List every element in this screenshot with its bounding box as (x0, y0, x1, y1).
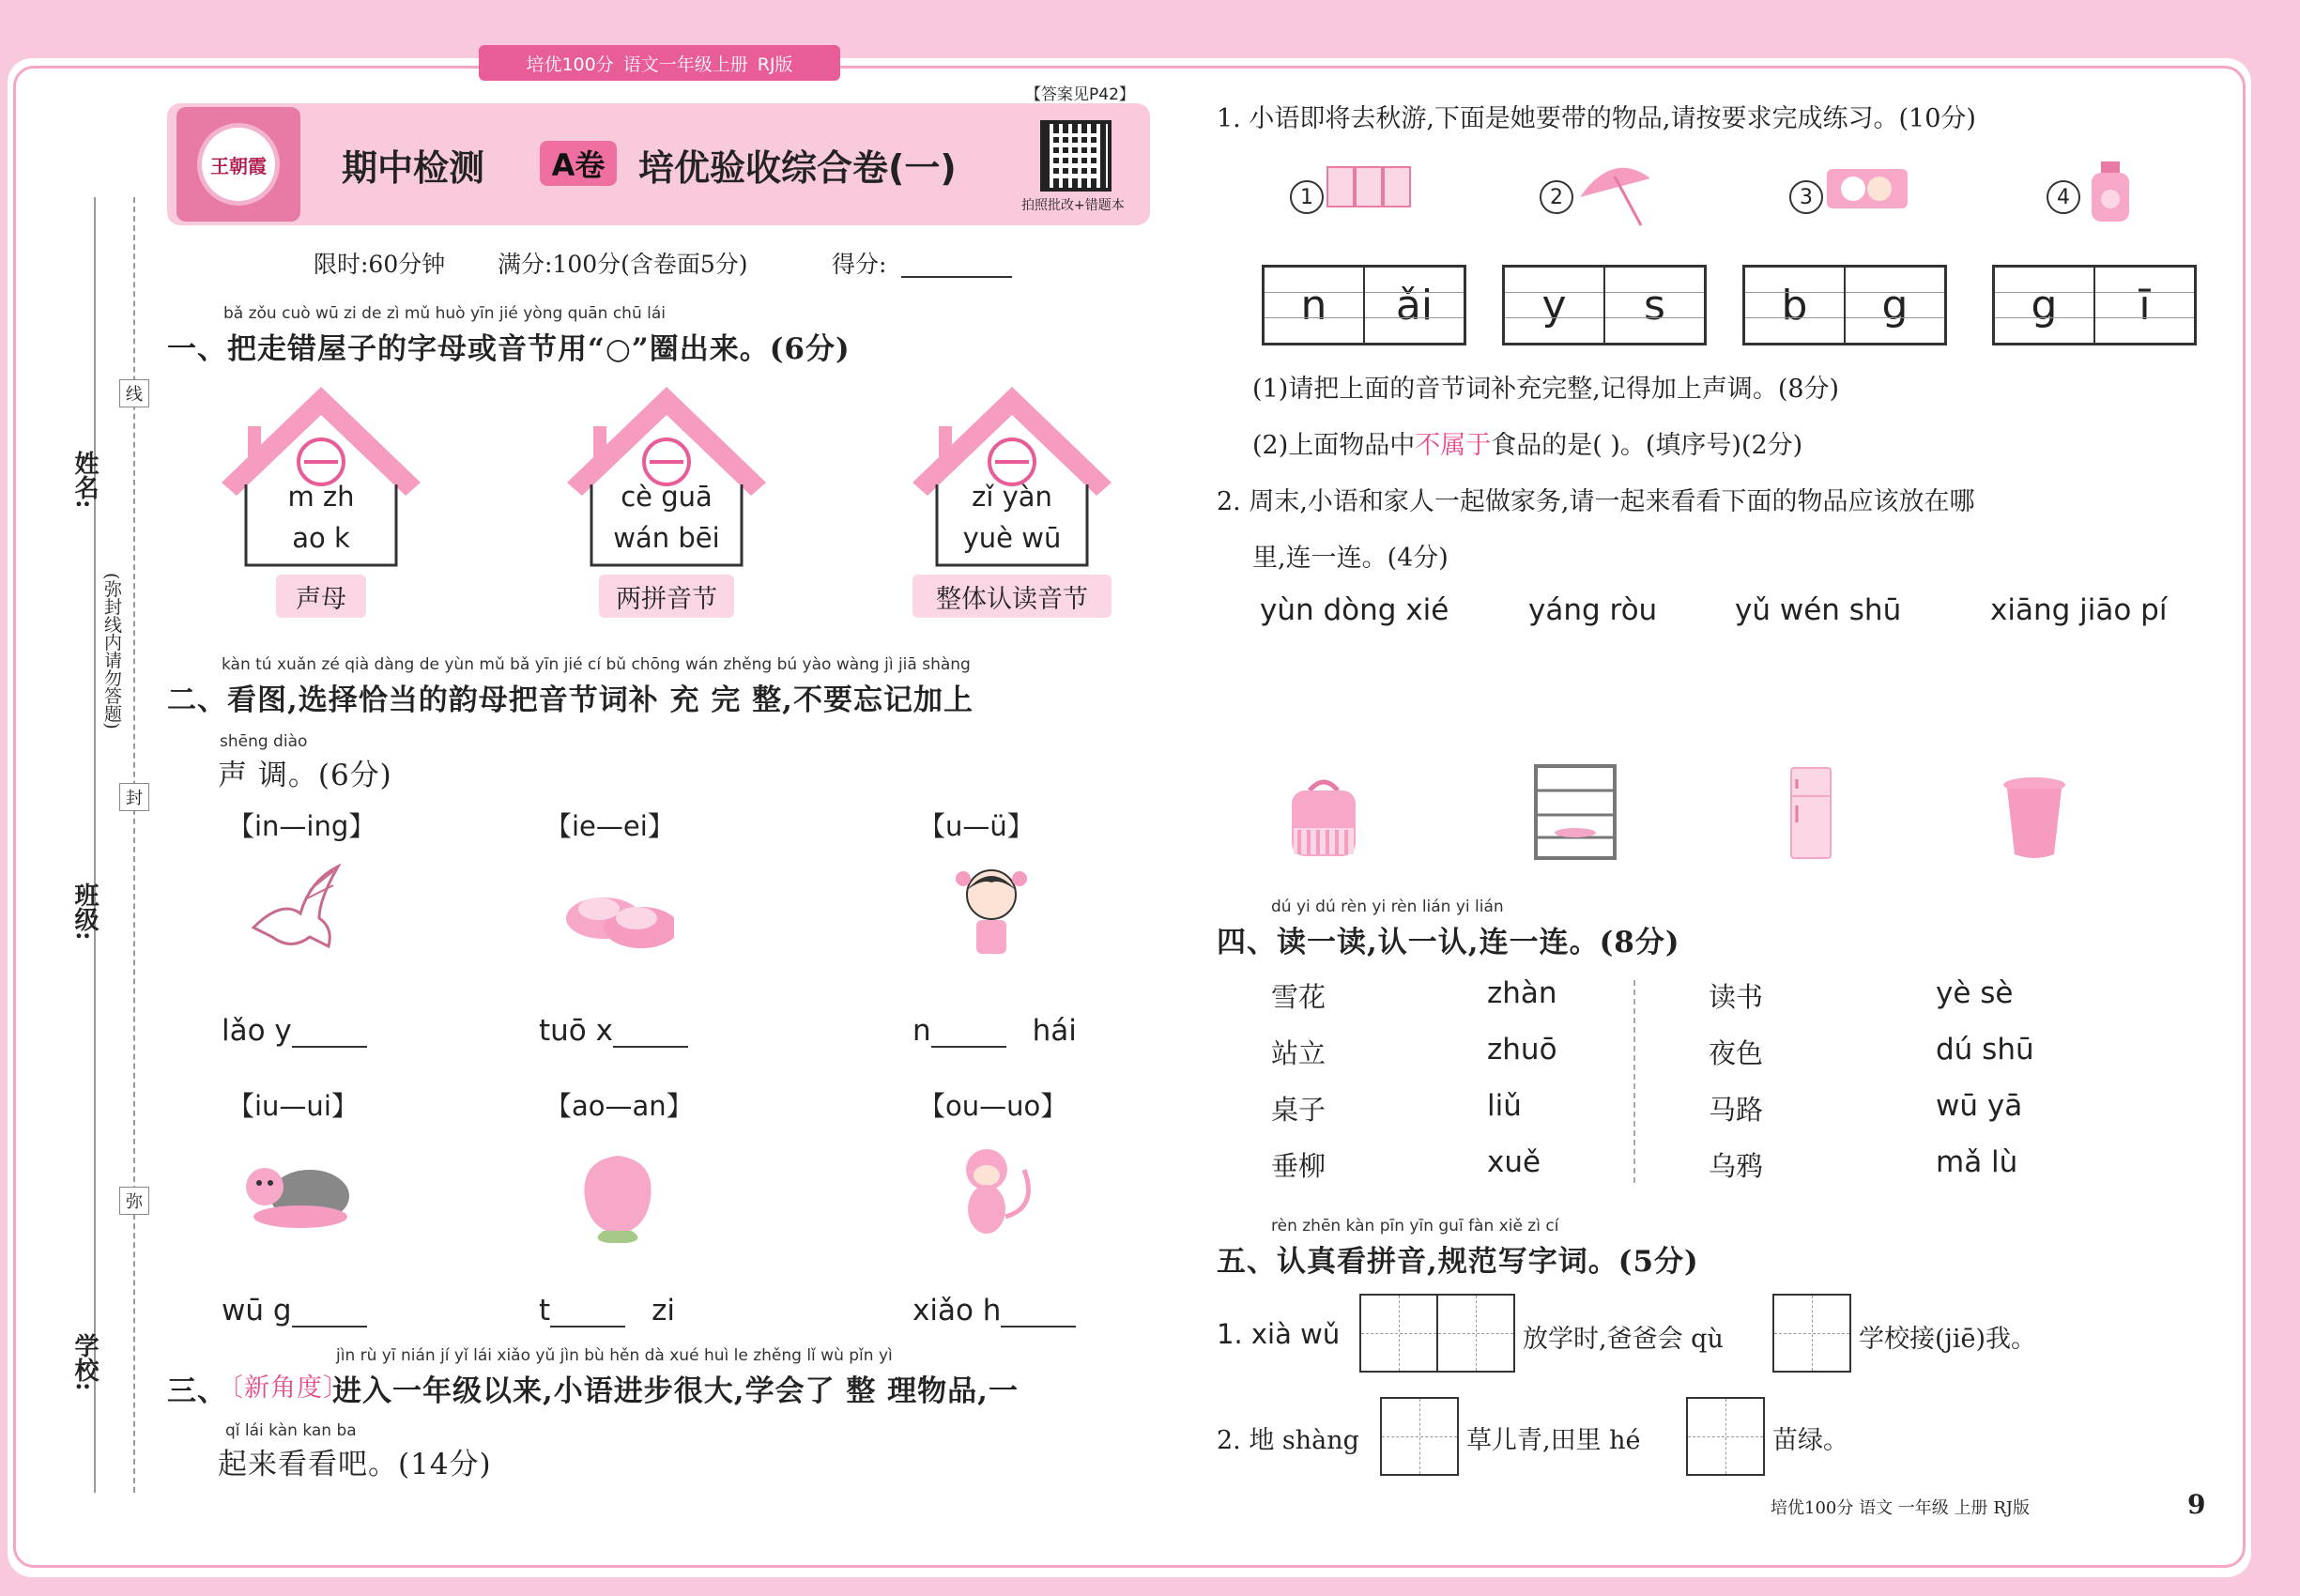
r1-sub2-a: (2)上面物品中 (1252, 431, 1416, 460)
q4-left-pinyin-3[interactable]: liǔ (1487, 1089, 1522, 1123)
r2-title-2: 里,连一连。(4分) (1252, 544, 1449, 573)
r1-pinyin-box-2[interactable]: y s (1502, 265, 1707, 345)
r1-sub2-red: 不属于 (1415, 431, 1492, 460)
house-1-syllables-2[interactable]: ao k (292, 522, 350, 554)
q5-title: 五、认真看拼音,规范写字词。(5分) (1217, 1245, 1699, 1279)
side-mark-line: 线 (119, 379, 149, 407)
monkey-icon (935, 1142, 1048, 1247)
house-3-syllables-1[interactable]: zǐ yàn (972, 481, 1052, 513)
paper-badge: A卷 (540, 141, 617, 186)
q2-vowel-pair-1: 【in—ing】 (227, 810, 376, 842)
r1-pinyin-box-4[interactable]: g ī (1992, 265, 2197, 345)
q4-pinyin: dú yi dú rèn yi rèn lián yi lián (1271, 898, 1504, 916)
q3-pinyin: jìn rù yī nián jí yǐ lái xiǎo yǔ jìn bù hěn dà xué huì le zhěng lǐ wù pǐn yì (336, 1346, 893, 1365)
q4-divider (1633, 980, 1635, 1183)
r1-pinyin-box-1[interactable]: n ǎi (1262, 265, 1466, 345)
series-label: 培优100分 (526, 54, 614, 75)
q4-right-pinyin-4[interactable]: mǎ lù (1936, 1145, 2018, 1179)
name-label: 姓名: (70, 451, 99, 509)
score-blank[interactable] (901, 276, 1012, 278)
q3-prefix: 三、 (167, 1374, 227, 1408)
trash-bin-icon[interactable] (2001, 775, 2067, 858)
q5-writing-grid-4[interactable] (1686, 1397, 1765, 1476)
q2-vowel-pair-4: 【iu—ui】 (227, 1090, 359, 1122)
girl-icon (935, 862, 1048, 967)
q2-answer-5[interactable]: t zi (539, 1294, 676, 1327)
q3-pinyin-2: qǐ lái kàn kan ba (225, 1421, 357, 1440)
publisher-logo (176, 107, 300, 222)
q4-left-pinyin-1[interactable]: zhàn (1487, 976, 1557, 1010)
q3-tag: 〔新角度〕 (218, 1373, 349, 1403)
exam-title: 期中检测 (342, 147, 485, 189)
q3-title-2: 起来看看吧。(14分) (218, 1448, 492, 1481)
subject-label: 语文一年级上册 (622, 54, 748, 75)
footer-text: 培优100分 语文 一年级 上册 RJ版 (1771, 1498, 2031, 1518)
shoe-rack-icon[interactable] (1528, 762, 1622, 862)
q2-vowel-pair-6: 【ou—uo】 (918, 1090, 1068, 1122)
r1-item-number-2: 2 (1540, 180, 1573, 214)
q2-answer-3[interactable]: n hái (912, 1014, 1077, 1048)
class-label: 班级: (70, 882, 99, 941)
q5-line1-b: 放学时,爸爸会 qù (1523, 1325, 1724, 1354)
q4-left-word-1[interactable]: 雪花 (1271, 981, 1326, 1013)
full-score: 满分:100分(含卷面5分) (498, 251, 748, 278)
r1-sub2 (1252, 424, 1802, 461)
q2-answer-1[interactable]: lǎo y (222, 1014, 367, 1048)
r1-title: 1. 小语即将去秋游,下面是她要带的物品,请按要求完成练习。(10分) (1217, 104, 1976, 133)
backpack-icon[interactable] (1286, 774, 1361, 858)
house-1-label: 声母 (276, 575, 366, 618)
q4-left-pinyin-2[interactable]: zhuō (1487, 1033, 1557, 1067)
q2-answer-6[interactable]: xiǎo h (912, 1294, 1076, 1327)
logo-seal: 王朝霞 (197, 123, 280, 206)
answer-reference: 【答案见P42】 (1025, 85, 1135, 104)
q4-right-word-3[interactable]: 马路 (1709, 1094, 1764, 1126)
q2-title: 二、看图,选择恰当的韵母把音节词补 充 完 整,不要忘记加上 (167, 683, 974, 717)
q2-vowel-pair-3: 【u—ü】 (918, 810, 1035, 842)
q5-line1-a: 1. xià wǔ (1217, 1318, 1341, 1350)
peach-icon (561, 1142, 674, 1247)
r1-item-number-1: 1 (1290, 180, 1324, 214)
q4-right-word-1[interactable]: 读书 (1709, 981, 1764, 1013)
q2-pinyin-2: shēng diào (220, 732, 308, 751)
house-2-label: 两拼音节 (599, 575, 734, 618)
r2-word-3[interactable]: yǔ wén shū (1735, 593, 1902, 627)
q3-title: 进入一年级以来,小语进步很大,学会了 整 理物品,一 (332, 1374, 1019, 1408)
binding-line (94, 197, 96, 1493)
q2-answer-2[interactable]: tuō x (539, 1014, 688, 1048)
house-2-syllables-1[interactable]: cè guā (621, 481, 713, 513)
house-3-label: 整体认读音节 (912, 575, 1112, 618)
turtle-icon (244, 1142, 357, 1247)
school-label: 学校: (70, 1333, 99, 1391)
q2-answer-4[interactable]: wū g (222, 1294, 367, 1327)
umbrella-icon (1575, 160, 1665, 229)
score-label: 得分: (832, 251, 887, 278)
eagle-icon (244, 862, 357, 967)
qr-caption: 拍照批改+错题本 (1021, 198, 1125, 213)
seal-note: (弥封线内请勿答题) (101, 573, 122, 729)
house-3-syllables-2[interactable]: yuè wū (962, 522, 1062, 554)
qr-code[interactable] (1040, 120, 1112, 192)
side-mark-mi: 弥 (119, 1187, 149, 1215)
q4-title: 四、读一读,认一认,连一连。(8分) (1217, 926, 1680, 959)
page-number: 9 (2187, 1489, 2206, 1520)
q5-line2-a: 2. 地 shàng (1217, 1426, 1359, 1455)
biscuit-pack-icon (1825, 160, 1915, 229)
r2-word-2[interactable]: yáng ròu (1528, 593, 1658, 627)
q4-right-word-2[interactable]: 夜色 (1709, 1037, 1764, 1069)
q1-title: 一、把走错屋子的字母或音节用“○”圈出来。(6分) (167, 332, 851, 366)
refrigerator-icon[interactable] (1787, 766, 1834, 860)
house-2-syllables-2[interactable]: wán bēi (613, 522, 720, 554)
q1-pinyin: bǎ zǒu cuò wū zi de zì mǔ huò yīn jié yòng quān chū lái (223, 304, 666, 323)
edition-label: RJ版 (757, 54, 793, 75)
r2-title: 2. 周末,小语和家人一起做家务,请一起来看看下面的物品应该放在哪 (1217, 487, 1975, 516)
q4-right-pinyin-3[interactable]: wū yā (1936, 1089, 2023, 1123)
r1-sub2-b: 食品的是( )。(填序号)(2分) (1491, 431, 1803, 460)
drink-bottle-icon (2082, 160, 2139, 229)
q2-vowel-pair-5: 【ao—an】 (544, 1090, 694, 1122)
time-limit: 限时:60分钟 (314, 251, 446, 278)
q4-left-word-3[interactable]: 桌子 (1271, 1094, 1326, 1126)
q4-left-pinyin-4[interactable]: xuě (1487, 1145, 1541, 1179)
house-1-syllables-1[interactable]: m zh (287, 481, 355, 513)
r1-item-number-4: 4 (2047, 180, 2080, 214)
milk-box-icon (1326, 160, 1416, 229)
q5-writing-grid-2[interactable] (1772, 1294, 1851, 1373)
q4-left-word-2[interactable]: 站立 (1271, 1037, 1326, 1069)
r2-word-1[interactable]: yùn dòng xié (1260, 593, 1449, 627)
q4-left-word-4[interactable]: 垂柳 (1271, 1150, 1326, 1182)
r2-word-4[interactable]: xiāng jiāo pí (1990, 593, 2168, 627)
q2-pinyin: kàn tú xuǎn zé qià dàng de yùn mǔ bǎ yīn jié cí bǔ chōng wán zhěng bú yào wàng jì jiā shàng (222, 655, 971, 674)
q2-vowel-pair-2: 【ie—ei】 (544, 810, 675, 842)
side-mark-seal: 封 (119, 783, 149, 811)
q5-writing-grid-3[interactable] (1380, 1397, 1459, 1476)
q5-pinyin: rèn zhēn kàn pīn yīn guī fàn xiě zì cí (1271, 1217, 1559, 1235)
q4-right-pinyin-1[interactable]: yè sè (1936, 976, 2014, 1010)
book-header-bar (479, 45, 840, 81)
q2-title-2: 声 调。(6分) (218, 759, 392, 792)
q5-line2-b: 草儿青,田里 hé (1466, 1426, 1641, 1455)
paper-subtitle: 培优验收综合卷(一) (638, 147, 957, 189)
q4-right-word-4[interactable]: 乌鸦 (1709, 1150, 1764, 1182)
r1-pinyin-box-3[interactable]: b g (1742, 265, 1947, 345)
slippers-icon (561, 862, 674, 967)
q5-line2-c: 苗绿。 (1772, 1426, 1848, 1455)
r1-sub1: (1)请把上面的音节词补充完整,记得加上声调。(8分) (1252, 375, 1840, 404)
q5-writing-grid-1[interactable] (1359, 1294, 1515, 1373)
q4-right-pinyin-2[interactable]: dú shū (1936, 1033, 2034, 1067)
r1-item-number-3: 3 (1789, 180, 1823, 214)
q5-line1-c: 学校接(jiē)我。 (1859, 1325, 2037, 1354)
